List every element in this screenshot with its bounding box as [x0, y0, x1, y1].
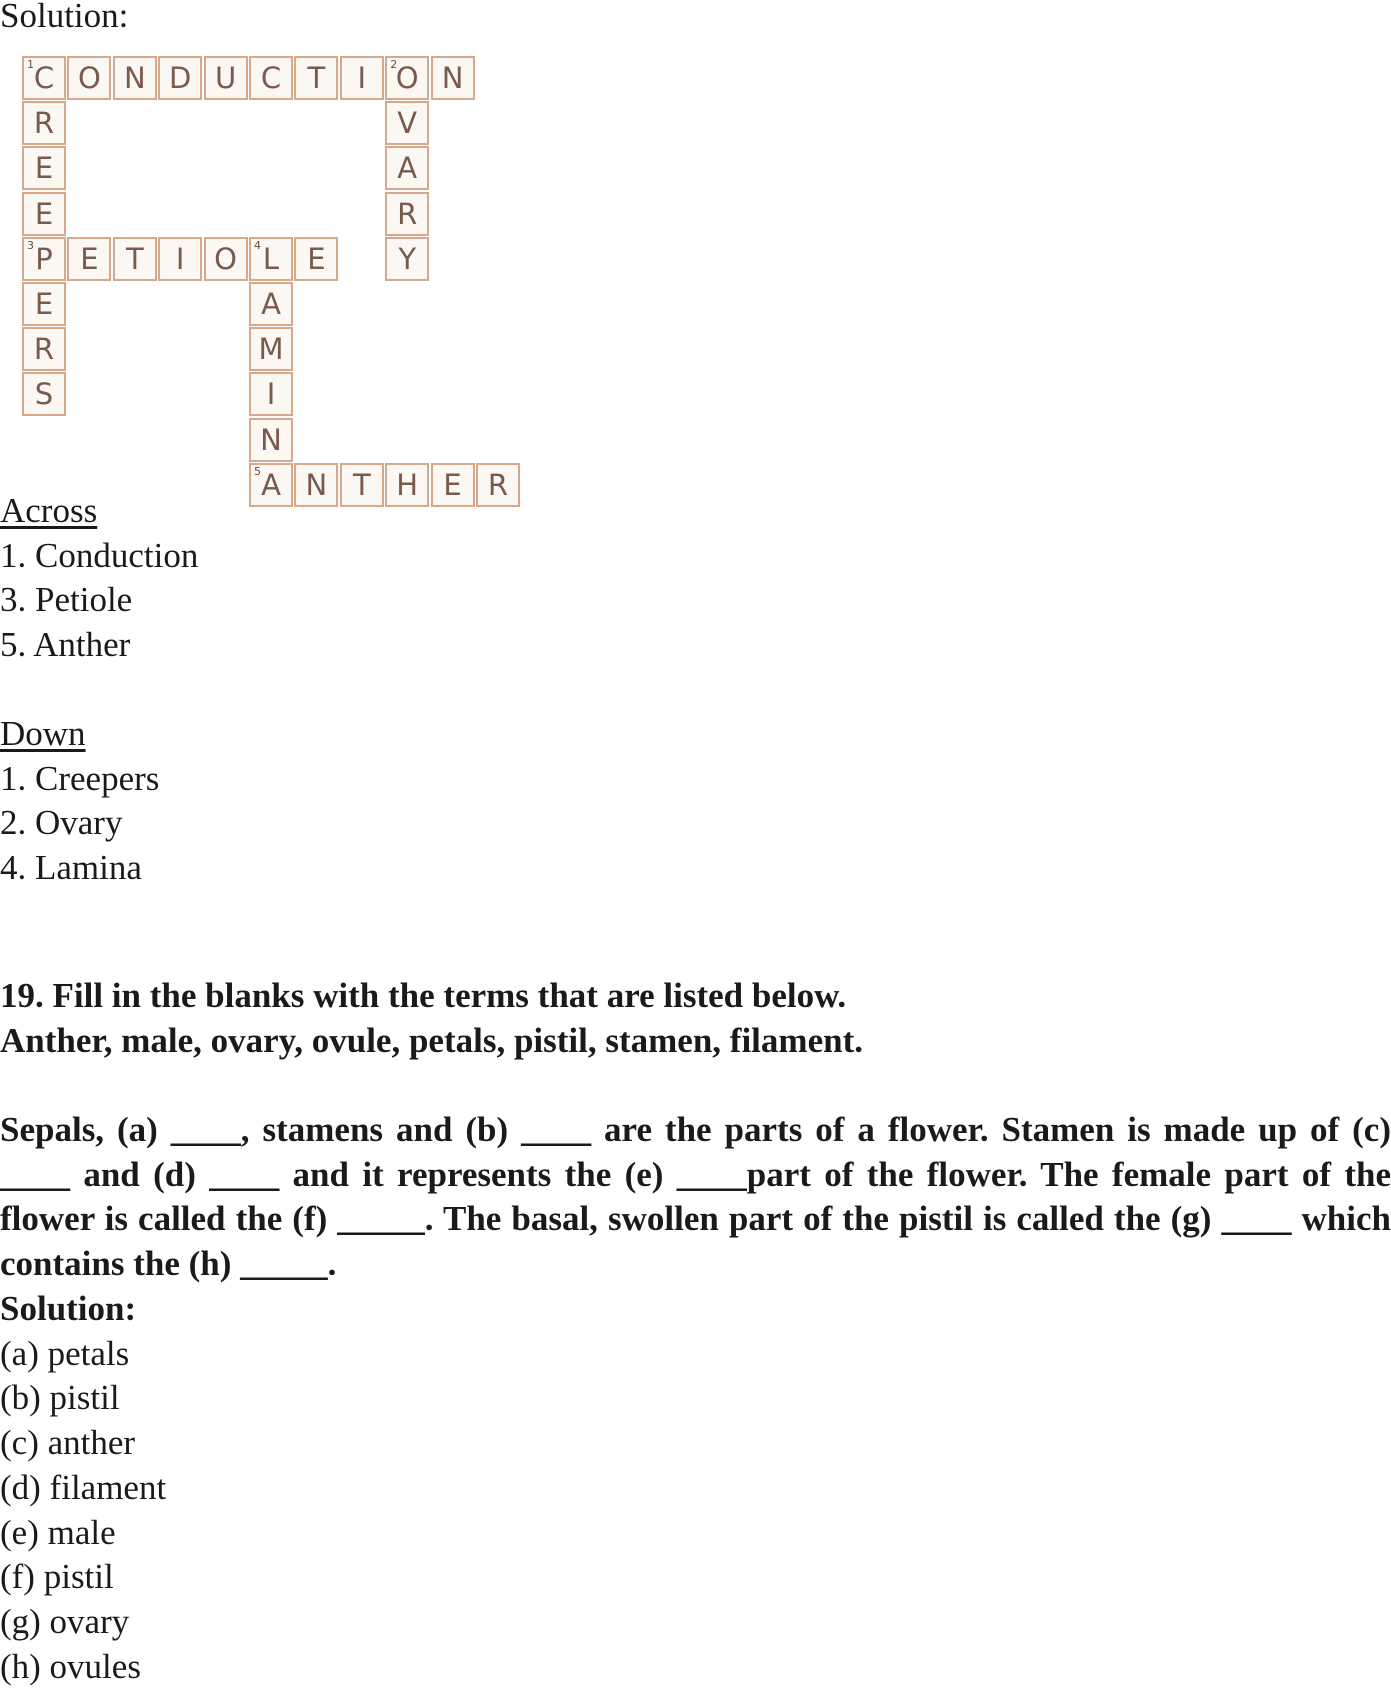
cell-letter: L — [262, 241, 280, 276]
answer-item: (d) filament — [0, 1467, 167, 1507]
crossword-cell-r4-c4 — [204, 237, 248, 281]
cell-letter: I — [266, 377, 276, 412]
crossword-cell-r4-c6 — [294, 237, 338, 281]
cell-letter: D — [169, 61, 192, 95]
crossword-cell-r4-c2 — [113, 237, 157, 281]
crossword-cell-r0-c5 — [249, 56, 293, 100]
down-heading: Down — [0, 714, 86, 753]
crossword-cell-r0-c7 — [340, 56, 384, 100]
cell-letter: O — [77, 61, 101, 95]
cell-letter: O — [395, 61, 419, 95]
cell-letter: T — [352, 467, 371, 502]
down-item: 2. Ovary — [0, 803, 123, 843]
cell-letter: C — [33, 61, 55, 95]
clue-number: 2 — [390, 58, 398, 71]
cell-letter: N — [123, 61, 146, 95]
crossword-cell-r0-c2 — [113, 56, 157, 100]
crossword-cell-r0-c8 — [385, 56, 429, 100]
crossword-cell-r0-c9 — [431, 56, 475, 100]
cell-letter: H — [396, 467, 419, 502]
clue-number: 4 — [254, 238, 261, 252]
crossword-cell-r4-c1 — [67, 237, 111, 281]
cell-letter: S — [34, 377, 54, 412]
clue-number: 3 — [27, 238, 34, 252]
clue-number: 1 — [27, 58, 34, 71]
cell-letter: R — [33, 106, 55, 141]
cell-letter: N — [305, 467, 328, 502]
across-heading: Across — [0, 491, 98, 530]
cell-letter: A — [261, 287, 281, 321]
cell-letter: E — [80, 241, 99, 276]
down-section — [0, 712, 1391, 891]
cell-letter: R — [33, 332, 55, 367]
cell-letter: R — [487, 467, 509, 502]
solution-label: Solution: — [0, 1289, 137, 1328]
crossword-cell-r4-c0 — [22, 237, 66, 281]
across-item: 5. Anther — [0, 625, 131, 665]
cell-letter: E — [34, 151, 54, 186]
answer-item: (a) petals — [0, 1333, 130, 1373]
crossword-cell-r1-c0 — [22, 101, 66, 145]
across-section — [0, 489, 1391, 668]
cell-letter: V — [397, 106, 418, 141]
cell-letter: R — [397, 196, 418, 231]
cell-letter: T — [307, 61, 326, 95]
down-item: 4. Lamina — [0, 848, 142, 888]
cell-letter: Y — [398, 241, 417, 276]
answer-item: (h) ovules — [0, 1646, 141, 1686]
down-item: 1. Creepers — [0, 758, 160, 798]
cell-letter: A — [397, 151, 418, 186]
answer-item: (b) pistil — [0, 1378, 120, 1418]
crossword-cell-r0-c4 — [204, 56, 248, 100]
crossword-cell-r2-c8 — [385, 146, 429, 190]
crossword-cell-r8-c5 — [249, 418, 293, 462]
crossword-cell-r0-c1 — [67, 56, 111, 100]
across-item: 1. Conduction — [0, 535, 199, 575]
crossword-cell-r5-c0 — [22, 282, 66, 326]
crossword-cell-r4-c8 — [385, 237, 429, 281]
crossword-cell-r3-c0 — [22, 192, 66, 236]
cell-letter: N — [441, 61, 464, 95]
cell-letter: I — [175, 241, 185, 276]
question-paragraph: Sepals, (a) ____, stamens and (b) ____ are the parts of a flower. Stamen is made up of (c) ____ and (d) ____ and it represents the (e) ____part of the flower. The female part of the flower is called the (f) _____. The basal, swollen part of the pistil is called the (g) ____ which contains the (h) _____. — [0, 1110, 1391, 1284]
cell-letter: I — [357, 61, 367, 95]
question-paragraph-block — [0, 1108, 1391, 1287]
answer-item: (e) male — [0, 1512, 116, 1552]
cell-letter: U — [214, 61, 237, 95]
crossword-cell-r5-c5 — [249, 282, 293, 326]
question-title: 19. Fill in the blanks with the terms that are listed below. — [0, 976, 847, 1015]
across-item: 3. Petiole — [0, 580, 133, 620]
crossword-cell-r0-c0 — [22, 56, 66, 100]
cell-letter: E — [34, 196, 54, 231]
crossword-cell-r6-c0 — [22, 327, 66, 371]
cell-letter: E — [34, 287, 54, 321]
cell-letter: P — [35, 241, 53, 276]
crossword-cell-r4-c5 — [249, 237, 293, 281]
cell-letter: T — [125, 241, 144, 276]
solution-label-top: Solution: — [0, 0, 129, 35]
answer-item: (c) anther — [0, 1423, 136, 1463]
crossword-cell-r6-c5 — [249, 327, 293, 371]
answer-item: (f) pistil — [0, 1557, 114, 1597]
answer-item: (g) ovary — [0, 1601, 130, 1641]
crossword-cell-r2-c0 — [22, 146, 66, 190]
cell-letter: C — [260, 61, 282, 95]
cell-letter: A — [261, 467, 281, 502]
question-term-list: Anther, male, ovary, ovule, petals, pistil, stamen, filament. — [0, 1020, 863, 1060]
crossword-cell-r0-c6 — [294, 56, 338, 100]
crossword-cell-r1-c8 — [385, 101, 429, 145]
cell-letter: O — [214, 241, 237, 276]
cell-letter: E — [443, 467, 462, 502]
crossword-cell-r4-c3 — [158, 237, 202, 281]
crossword-cell-r7-c5 — [249, 372, 293, 416]
clue-number: 5 — [254, 464, 261, 478]
cell-letter: M — [258, 332, 284, 367]
crossword-grid — [0, 0, 540, 530]
crossword-cell-r3-c8 — [385, 192, 429, 236]
solution-section — [0, 1287, 1391, 1689]
cell-letter: E — [307, 241, 326, 276]
crossword-cell-r0-c3 — [158, 56, 202, 100]
cell-letter: N — [260, 422, 282, 457]
question-section — [0, 974, 1391, 1063]
crossword-cell-r7-c0 — [22, 372, 66, 416]
